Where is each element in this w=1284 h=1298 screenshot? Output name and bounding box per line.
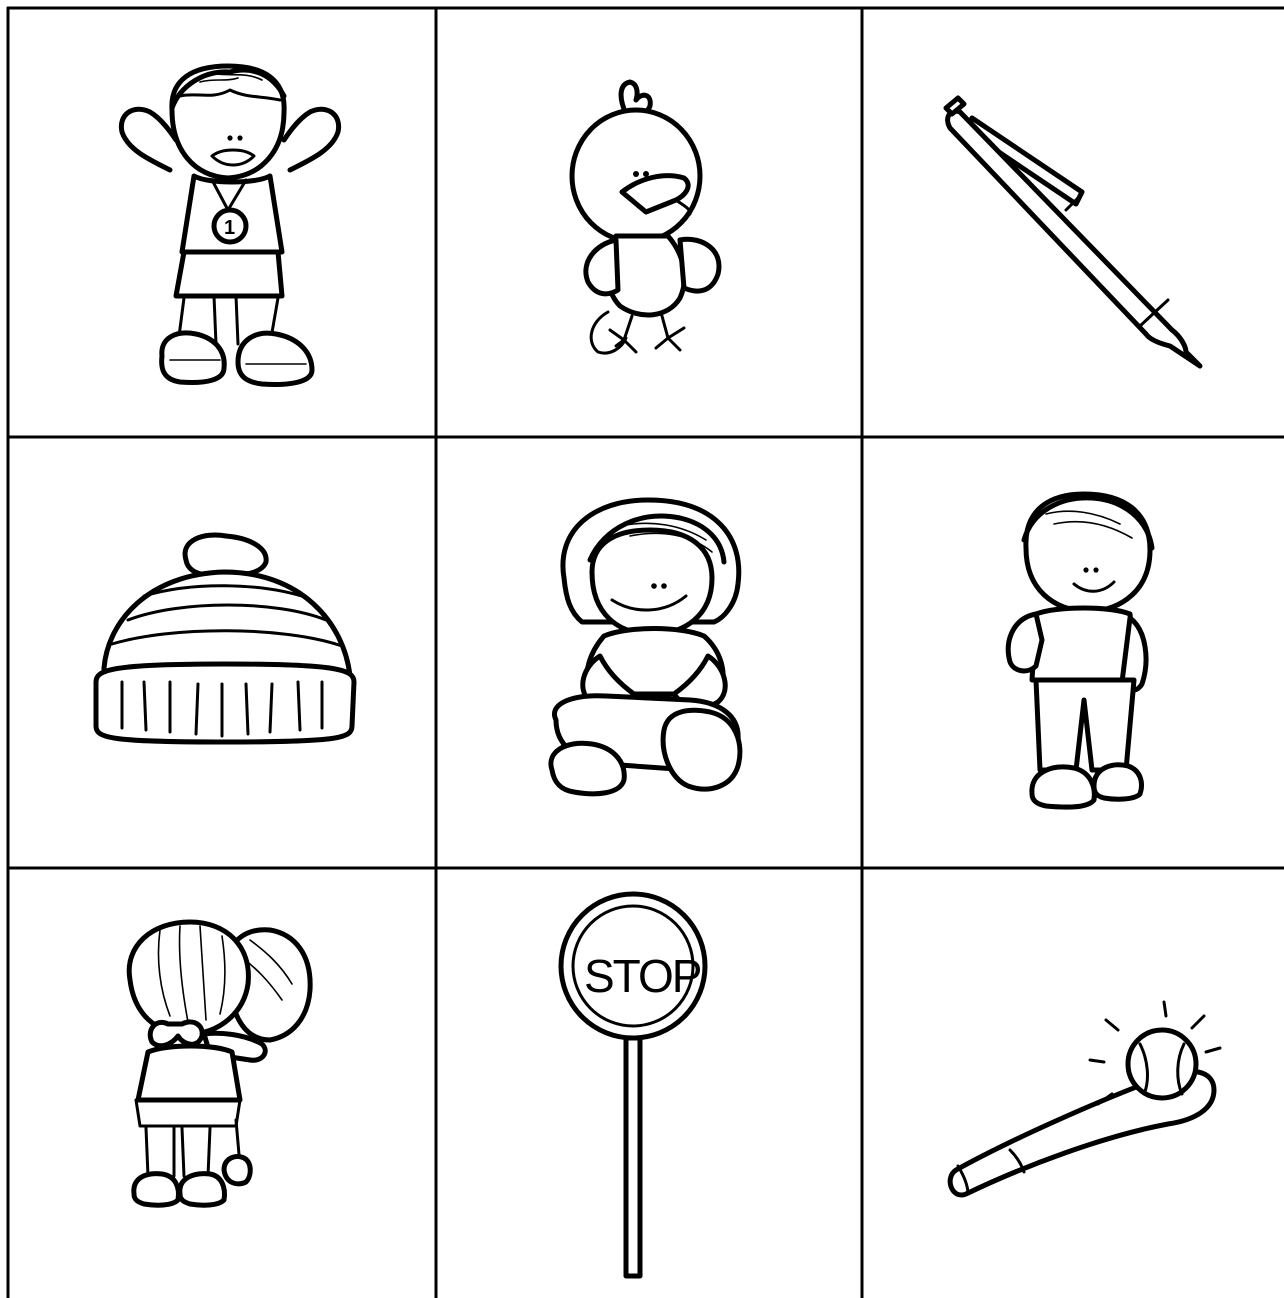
kids-hugging-icon (129, 922, 310, 1205)
knit-hat-icon (96, 535, 354, 742)
standing-boy-icon (1008, 494, 1152, 807)
chick-icon (572, 82, 719, 353)
bat-and-ball-icon (950, 1002, 1220, 1195)
boy-with-medal-icon (121, 66, 338, 384)
medal-number: 1 (224, 217, 236, 239)
stop-sign-text: STOP (584, 950, 701, 1002)
sitting-kid-icon (551, 500, 740, 794)
stop-sign-icon (561, 894, 705, 1276)
pen-icon (946, 98, 1200, 366)
